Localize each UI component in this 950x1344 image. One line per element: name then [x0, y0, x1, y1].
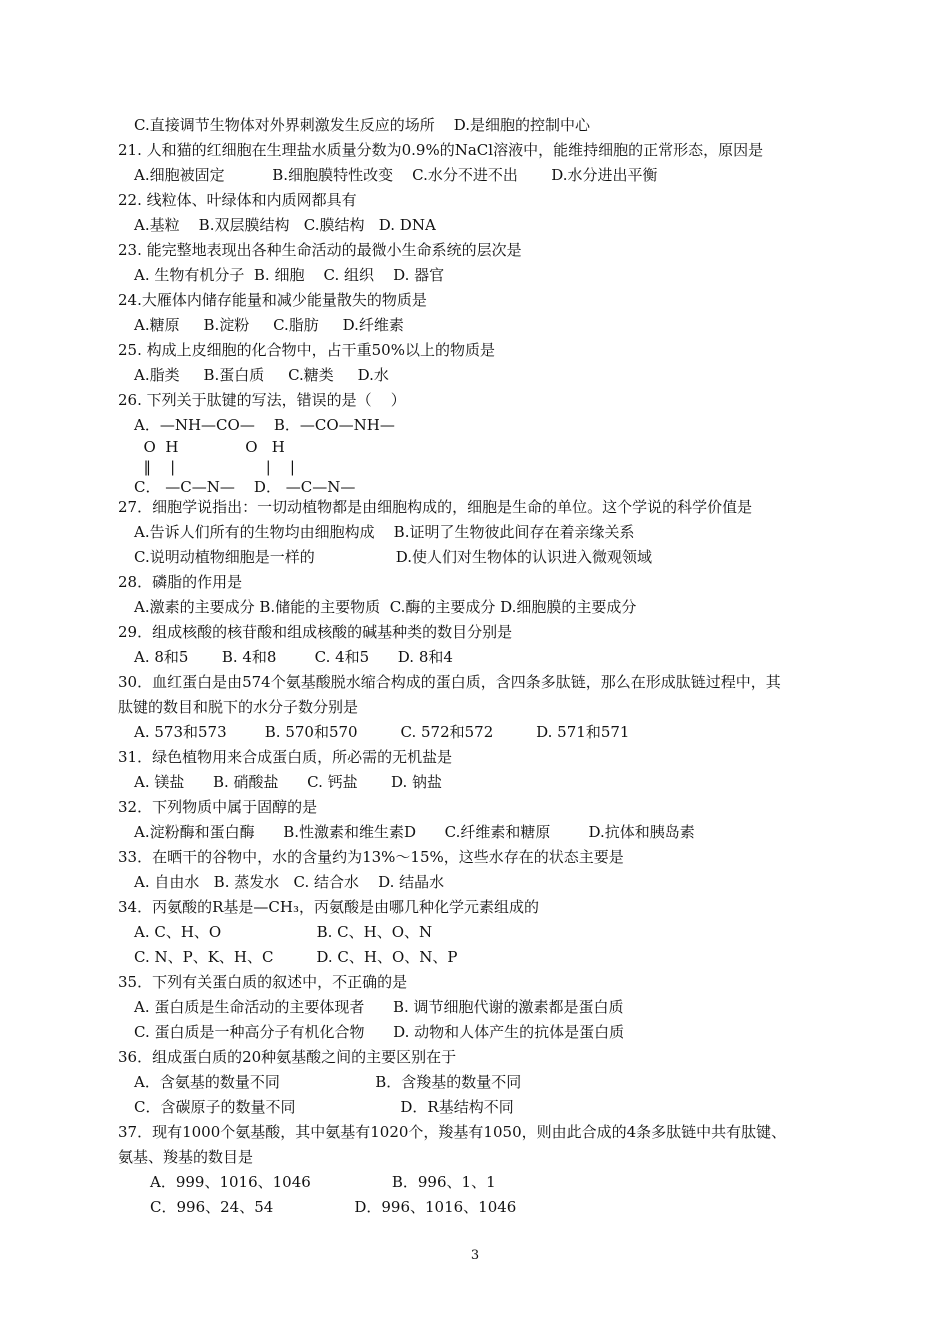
answer-options: A．—NH—CO— B．—CO—NH— — [134, 416, 395, 434]
answer-options: A.基粒 B.双层膜结构 C.膜结构 D. DNA — [134, 216, 436, 234]
answer-options: A．含氨基的数量不同 B．含羧基的数量不同 — [134, 1073, 522, 1091]
answer-options: A.细胞被固定 B.细胞膜特性改变 C.水分不进不出 D.水分进出平衡 — [134, 166, 658, 184]
question-text: 氨基、羧基的数目是 — [118, 1148, 254, 1166]
answer-options: C. N、P、K、H、C D. C、H、O、N、P — [134, 948, 458, 966]
question-text: 27．细胞学说指出：一切动植物都是由细胞构成的，细胞是生命的单位。这个学说的科学价值是 — [118, 498, 753, 516]
answer-options: A.糖原 B.淀粉 C.脂肪 D.纤维素 — [134, 316, 404, 334]
question-text: 肽键的数目和脱下的水分子数分别是 — [118, 698, 359, 716]
answer-options: C．996、24、54 D．996、1016、1046 — [150, 1198, 517, 1216]
question-text: 31．绿色植物用来合成蛋白质，所必需的无机盐是 — [118, 748, 453, 766]
answer-options: A.告诉人们所有的生物均由细胞构成 B.证明了生物彼此间存在着亲缘关系 — [134, 523, 635, 541]
answer-options: A. 生物有机分子 B. 细胞 C. 组织 D. 器官 — [134, 266, 445, 284]
question-text: 35．下列有关蛋白质的叙述中，不正确的是 — [118, 973, 408, 991]
answer-options: A. 蛋白质是生命活动的主要体现者 B. 调节细胞代谢的激素都是蛋白质 — [134, 998, 624, 1016]
page-number: 3 — [470, 1248, 480, 1263]
answer-options: ‖ | | | — [134, 458, 295, 476]
question-text: 22. 线粒体、叶绿体和内质网都具有 — [118, 191, 357, 209]
answer-options: A.淀粉酶和蛋白酶 B.性激素和维生素D C.纤维素和糖原 D.抗体和胰岛素 — [134, 823, 695, 841]
question-text: 23. 能完整地表现出各种生命活动的最微小生命系统的层次是 — [118, 241, 522, 259]
answer-options: C． —C—N— D． —C—N— — [134, 478, 356, 496]
answer-options: A.激素的主要成分 B.储能的主要物质 C.酶的主要成分 D.细胞膜的主要成分 — [134, 598, 637, 616]
answer-options: C. 蛋白质是一种高分子有机化合物 D. 动物和人体产生的抗体是蛋白质 — [134, 1023, 625, 1041]
question-text: 25. 构成上皮细胞的化合物中，占干重50%以上的物质是 — [118, 341, 495, 359]
question-text: 21. 人和猫的红细胞在生理盐水质量分数为0.9%的NaCl溶液中，能维持细胞的正常形态，原因是 — [118, 141, 764, 159]
question-text: 29．组成核酸的核苷酸和组成核酸的碱基种类的数目分别是 — [118, 623, 513, 641]
answer-options: C．含碳原子的数量不同 D．R基结构不同 — [134, 1098, 514, 1116]
answer-options: C.直接调节生物体对外界刺激发生反应的场所 D.是细胞的控制中心 — [134, 116, 591, 134]
answer-options: A. 镁盐 B. 硝酸盐 C. 钙盐 D. 钠盐 — [134, 773, 443, 791]
question-text: 30．血红蛋白是由574个氨基酸脱水缩合构成的蛋白质，含四条多肽链，那么在形成肽链过程中，其 — [118, 673, 781, 691]
answer-options: A. C、H、O B. C、H、O、N — [134, 923, 433, 941]
answer-options: A. 自由水 B. 蒸发水 C. 结合水 D. 结晶水 — [134, 873, 445, 891]
answer-options: A. 8和5 B. 4和8 C. 4和5 D. 8和4 — [134, 648, 453, 666]
question-text: 32．下列物质中属于固醇的是 — [118, 798, 318, 816]
answer-options: C.说明动植物细胞是一样的 D.使人们对生物体的认识进入微观领域 — [134, 548, 653, 566]
question-text: 26. 下列关于肽键的写法，错误的是（ ） — [118, 391, 406, 409]
question-text: 24.大雁体内储存能量和减少能量散失的物质是 — [118, 291, 427, 309]
answer-options: A. 573和573 B. 570和570 C. 572和572 D. 571和571 — [134, 723, 630, 741]
answer-options: O H O H — [134, 438, 285, 456]
question-text: 34．丙氨酸的R基是—CH₃，丙氨酸是由哪几种化学元素组成的 — [118, 898, 539, 916]
question-text: 28．磷脂的作用是 — [118, 573, 243, 591]
question-text: 33．在晒干的谷物中，水的含量约为13%～15%，这些水存在的状态主要是 — [118, 848, 624, 866]
question-text: 36．组成蛋白质的20种氨基酸之间的主要区别在于 — [118, 1048, 457, 1066]
question-text: 37．现有1000个氨基酸，其中氨基有1020个，羧基有1050，则由此合成的4条多肽链中共有肽键、 — [118, 1123, 787, 1141]
answer-options: A.脂类 B.蛋白质 C.糖类 D.水 — [134, 366, 389, 384]
answer-options: A．999、1016、1046 B．996、1、1 — [150, 1173, 496, 1191]
